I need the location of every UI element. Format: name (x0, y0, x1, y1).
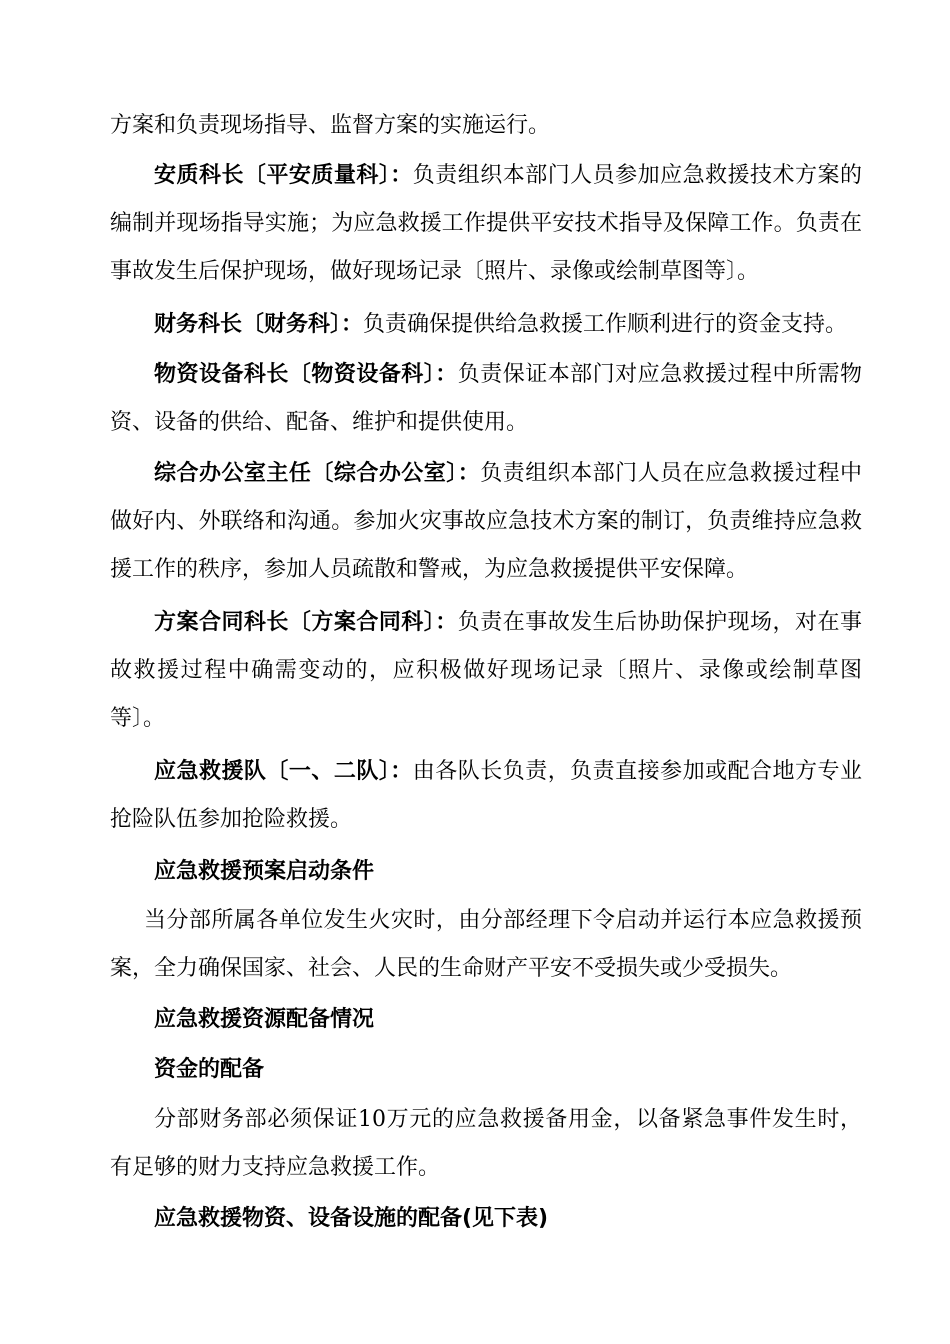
paragraph-text: 负责组织本部门人员在应急救援过程中做好内、外联络和沟通。参加火灾事故应急技术方案的制订，负责维持应急救援工作的秩序，参加人员疏散和警戒，为应急救援提供平安保障。 (110, 461, 862, 582)
paragraph-text: 负责在事故发生后协助保护现场，对在事故救援过程中确需变动的，应积极做好现场记录〔照片、录像或绘制草图等〕。 (110, 610, 862, 731)
section-heading-activation: 应急救援预案启动条件 (154, 859, 375, 884)
section-heading-resources: 应急救援资源配备情况 (154, 1007, 375, 1032)
role-label: 财务科长〔财务科〕： (154, 312, 364, 337)
role-label: 安质科长〔平安质量科〕： (154, 163, 413, 188)
role-label: 物资设备科长〔物资设备科〕： (154, 362, 458, 387)
paragraph-plan-guidance (110, 102, 862, 150)
role-label: 综合办公室主任〔综合办公室〕： (154, 461, 481, 486)
paragraph-text: 负责保证本部门对应急救援过程中所需物资、设备的供给、配备、维护和提供使用。 (110, 362, 862, 435)
section-heading-materials: 应急救援物资、设备设施的配备(见下表) (154, 1206, 549, 1231)
paragraph-text: 分部财务部必须保证10万元的应急救援备用金，以备紧急事件发生时，有足够的财力支持应急救援工作。 (110, 1107, 862, 1180)
paragraph-plan-contract (110, 599, 862, 743)
paragraph-rescue-teams (110, 748, 862, 844)
paragraph-safety-quality (110, 152, 862, 296)
paragraph-finance (110, 301, 862, 349)
paragraph-activation-conditions (110, 897, 862, 993)
paragraph-materials-equipment (110, 351, 862, 447)
paragraph-text: 方案和负责现场指导、监督方案的实施运行。 (110, 113, 551, 138)
paragraph-text: 当分部所属各单位发生火灾时，由分部经理下令启动并运行本应急救援预案，全力确保国家、社会、人民的生命财产平安不受损失或少受损失。 (110, 908, 862, 981)
paragraph-general-office (110, 450, 862, 594)
role-label: 应急救援队〔一、二队〕： (154, 759, 413, 784)
role-label: 方案合同科长〔方案合同科〕： (154, 610, 458, 635)
paragraph-text: 负责组织本部门人员参加应急救援技术方案的编制并现场指导实施；为应急救援工作提供平安技术指导及保障工作。负责在事故发生后保护现场，做好现场记录〔照片、录像或绘制草图等〕。 (110, 163, 862, 284)
paragraph-text: 由各队长负责，负责直接参加或配合地方专业抢险队伍参加抢险救援。 (110, 759, 862, 832)
paragraph-funds (110, 1096, 862, 1192)
paragraph-text: 负责确保提供给急救援工作顺利进行的资金支持。 (363, 312, 848, 337)
section-heading-funds: 资金的配备 (154, 1057, 265, 1082)
